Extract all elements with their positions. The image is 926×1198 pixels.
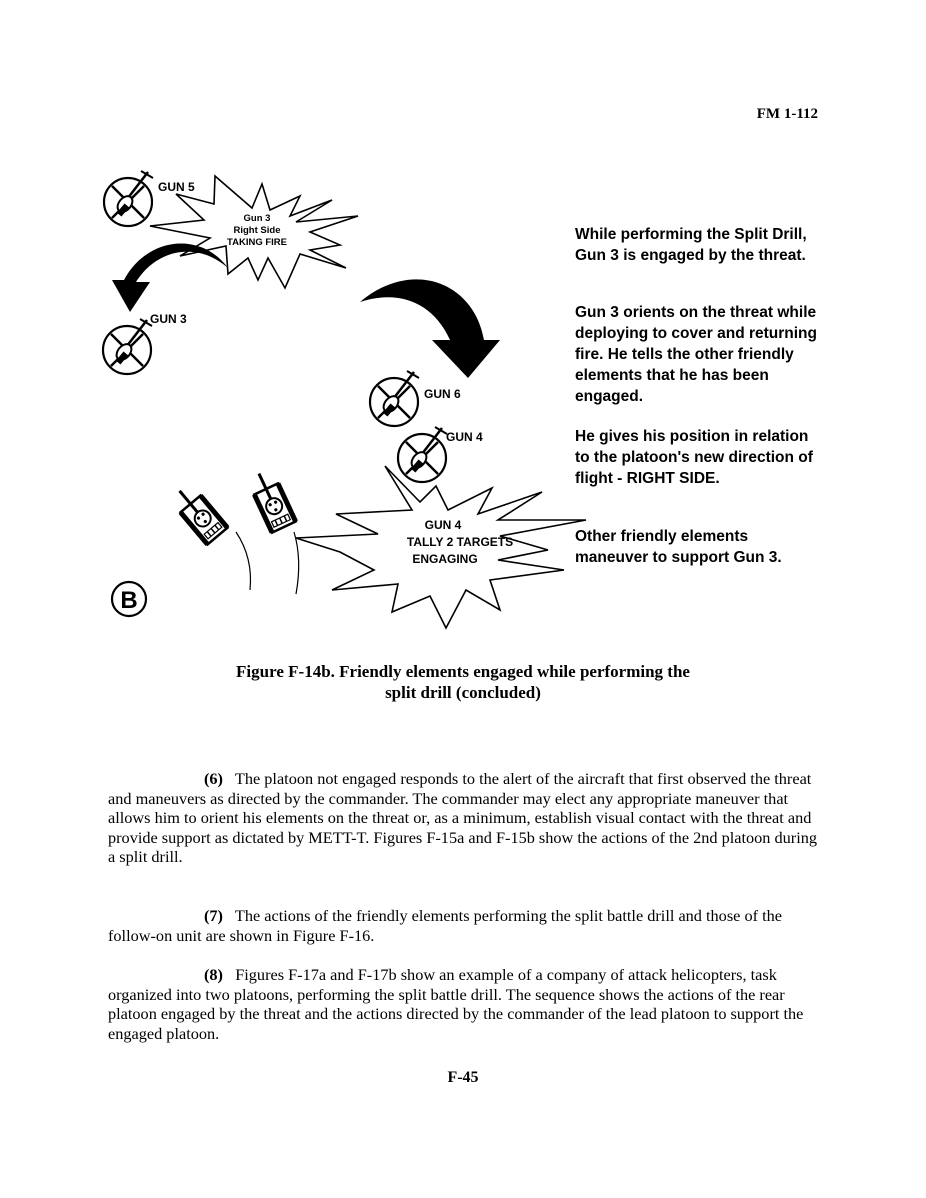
burst-1-text-1: Gun 3 xyxy=(243,213,271,224)
document-id: FM 1-112 xyxy=(756,106,818,122)
side-text-1: While performing the Split Drill, Gun 3 is engaged by the threat. xyxy=(575,226,807,264)
gun6-label: GUN 6 xyxy=(424,387,461,401)
paragraph-7-number: (7) xyxy=(204,906,223,925)
burst-2-text-2: TALLY 2 TARGETS xyxy=(406,535,514,549)
side-text-2: Gun 3 orients on the threat while deploying to cover and returning fire. He tells the other friendly elements that he has been engaged. xyxy=(575,304,817,405)
page-number: F-45 xyxy=(447,1069,479,1086)
gun3-label: GUN 3 xyxy=(150,312,187,326)
paragraph-6-text: The platoon not engaged responds to the alert of the aircraft that first observed the threat and maneuvers as directed by the commander. The commander may elect any appropriate maneuver that allows him to orient his elements on the threat or, as a minimum, establish visual contact with the threat and provide support as dictated by METT-T. Figures F-15a and F-15b show the actions of the 2nd platoon during a split drill. xyxy=(108,769,818,866)
caption-line-2: split drill (concluded) xyxy=(385,683,541,702)
side-text-3: He gives his position in relation to the platoon's new direction of flight - RIGHT SIDE. xyxy=(575,428,813,487)
burst-2-text-1: GUN 4 xyxy=(424,518,462,532)
tank-2-fire-arc xyxy=(294,532,299,594)
gun4-label: GUN 4 xyxy=(446,430,483,444)
curved-arrow-right xyxy=(360,279,500,378)
side-text-4: Other friendly elements maneuver to support Gun 3. xyxy=(575,528,782,566)
paragraph-6-number: (6) xyxy=(204,769,223,788)
paragraph-8 xyxy=(108,965,818,1043)
paragraph-6 xyxy=(108,769,818,867)
threat-tank-2-icon xyxy=(247,468,295,532)
threat-tank-1-icon xyxy=(170,483,228,545)
helicopter-gun5-icon xyxy=(104,171,153,226)
curved-arrow-left xyxy=(112,244,228,312)
helicopter-gun3-icon xyxy=(103,319,152,374)
paragraph-8-text: Figures F-17a and F-17b show an example of a company of attack helicopters, task organized into two platoons, performing the split battle drill. The sequence shows the actions of the rear platoon engaged by the threat and the actions directed by the commander of the lead platoon to support the engaged platoon. xyxy=(108,965,804,1043)
figure-caption xyxy=(0,661,926,703)
gun5-label: GUN 5 xyxy=(158,180,195,194)
paragraph-8-number: (8) xyxy=(204,965,223,984)
helicopter-gun6-icon xyxy=(370,371,419,426)
paragraph-7 xyxy=(108,906,818,945)
helicopter-gun4-icon xyxy=(398,427,447,482)
panel-marker-letter: B xyxy=(120,587,138,614)
paragraph-7-text: The actions of the friendly elements performing the split battle drill and those of the follow-on unit are shown in Figure F-16. xyxy=(108,906,782,945)
burst-1-text-3: TAKING FIRE xyxy=(227,237,287,248)
tank-1-fire-arc xyxy=(236,532,250,590)
burst-1-text-2: Right Side xyxy=(233,225,281,236)
burst-2-text-3: ENGAGING xyxy=(412,552,478,566)
caption-line-1: Figure F-14b. Friendly elements engaged while performing the xyxy=(236,662,690,681)
